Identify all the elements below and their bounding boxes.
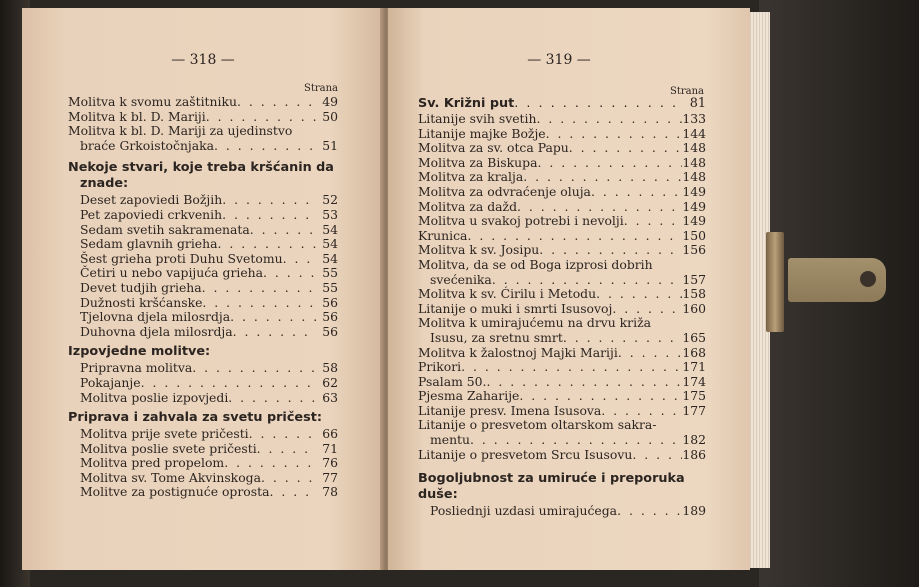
toc-entry: Deset zapoviedi Božjih . . . 52 — [80, 193, 338, 208]
toc-entry-line1: Molitva, da se od Boga izprosi dobrih — [418, 256, 653, 272]
toc-entry: Molitva k svomu zaštitniku . . . 49 — [68, 95, 338, 110]
toc-list — [68, 95, 338, 500]
column-label: Strana — [669, 86, 704, 97]
section-heading: Izpovjedne molitve: — [68, 344, 211, 360]
toc-entry: Pet zapoviedi crkvenih . . . 53 — [80, 208, 338, 223]
toc-entry: Duhovna djela milosrdja . . . 56 — [80, 325, 338, 340]
toc-entry: Litanije presv. Imena Isusova . . . 177 — [418, 404, 706, 419]
right-page — [388, 8, 750, 570]
toc-entry: Molitva prije svete pričesti . . . 66 — [80, 427, 338, 442]
toc-entry: mentu . . . 182 — [418, 433, 706, 448]
page-number: — 318 — — [171, 52, 235, 68]
page-number: — 319 — — [527, 52, 591, 68]
section-heading: Priprava i zahvala za svetu pričest: — [68, 410, 322, 426]
toc-entry: Molitva pred propelom . . . 76 — [80, 456, 338, 471]
toc-entry: Molitve za postignuće oprosta . . . 78 — [80, 485, 338, 500]
toc-entry: Molitva za kralja . . . 148 — [418, 170, 706, 185]
toc-entry: Molitva u svakoj potrebi i nevolji . . . 149 — [418, 214, 706, 229]
toc-entry: Sedam svetih sakramenata . . . 54 — [80, 223, 338, 238]
toc-entry: Sedam glavnih grieha . . . 54 — [80, 237, 338, 252]
toc-entry: Šest grieha proti Duhu Svetomu . . . 54 — [80, 252, 338, 267]
toc-entry: Litanije majke Božje . . . 144 — [418, 127, 706, 142]
toc-entry: Posliednji uzdasi umirajućega . . . 189 — [430, 504, 706, 519]
toc-entry: Molitva poslie svete pričesti . . . 71 — [80, 442, 338, 457]
toc-entry: Psalam 50. . . . 174 — [418, 375, 706, 390]
section-heading: Nekoje stvari, koje treba kršćanin da znade: — [68, 160, 334, 192]
toc-entry: Molitva k sv. Ćirilu i Metodu . . . 158 — [418, 287, 706, 302]
toc-entry: braće Grkoistočnjaka . . . 51 — [68, 139, 338, 154]
toc-entry: Isusu, za sretnu smrt . . . 165 — [418, 331, 706, 346]
section-heading: Sv. Križni put . . . 81 — [418, 96, 706, 112]
toc-entry: Litanije svih svetih . . . 133 — [418, 112, 706, 127]
toc-list — [418, 96, 706, 519]
toc-entry-line1: Molitva k bl. D. Mariji za ujedinstvo — [68, 123, 293, 139]
clasp-tab — [788, 258, 886, 302]
toc-entry-line1: Litanije o presvetom oltarskom sakra- — [418, 417, 657, 433]
section-heading: Bogoljubnost za umiruće i preporuka duše: — [418, 471, 685, 503]
toc-entry: Litanije o muki i smrti Isusovoj . . . 160 — [418, 302, 706, 317]
toc-entry-line1: Molitva k umirajućemu na drvu križa — [418, 315, 651, 331]
toc-entry: Molitva za odvraćenje oluja . . . 149 — [418, 185, 706, 200]
left-page — [22, 8, 384, 570]
toc-entry: Pjesma Zaharije . . . 175 — [418, 389, 706, 404]
toc-entry: Dužnosti kršćanske . . . 56 — [80, 296, 338, 311]
toc-entry: Devet tudjih grieha . . . 55 — [80, 281, 338, 296]
clasp-hole — [860, 271, 876, 287]
toc-entry: Molitva poslie izpovjedi . . . 63 — [80, 391, 338, 406]
toc-entry: Četiri u nebo vapijuća grieha . . . 55 — [80, 266, 338, 281]
toc-entry: Molitva za sv. otca Papu . . . 148 — [418, 141, 706, 156]
toc-entry: Molitva k sv. Josipu . . . 156 — [418, 243, 706, 258]
toc-entry: Pokajanje . . . 62 — [80, 376, 338, 391]
column-label: Strana — [303, 83, 338, 94]
toc-entry: Krunica . . . 150 — [418, 229, 706, 244]
toc-entry: Molitva za Biskupa . . . 148 — [418, 156, 706, 171]
book-clasp — [766, 232, 784, 332]
toc-entry: Prikori . . . 171 — [418, 360, 706, 375]
toc-entry: Molitva sv. Tome Akvinskoga . . . 77 — [80, 471, 338, 486]
toc-entry: svećenika . . . 157 — [418, 273, 706, 288]
toc-entry: Litanije o presvetom Srcu Isusovu . . . 186 — [418, 448, 706, 463]
toc-entry: Molitva k žalostnoj Majki Mariji . . . 168 — [418, 346, 706, 361]
toc-entry: Pripravna molitva . . . 58 — [80, 361, 338, 376]
toc-entry: Tjelovna djela milosrdja . . . 56 — [80, 310, 338, 325]
toc-entry: Molitva za dažd . . . 149 — [418, 200, 706, 215]
toc-entry: Molitva k bl. D. Mariji . . . 50 — [68, 110, 338, 125]
